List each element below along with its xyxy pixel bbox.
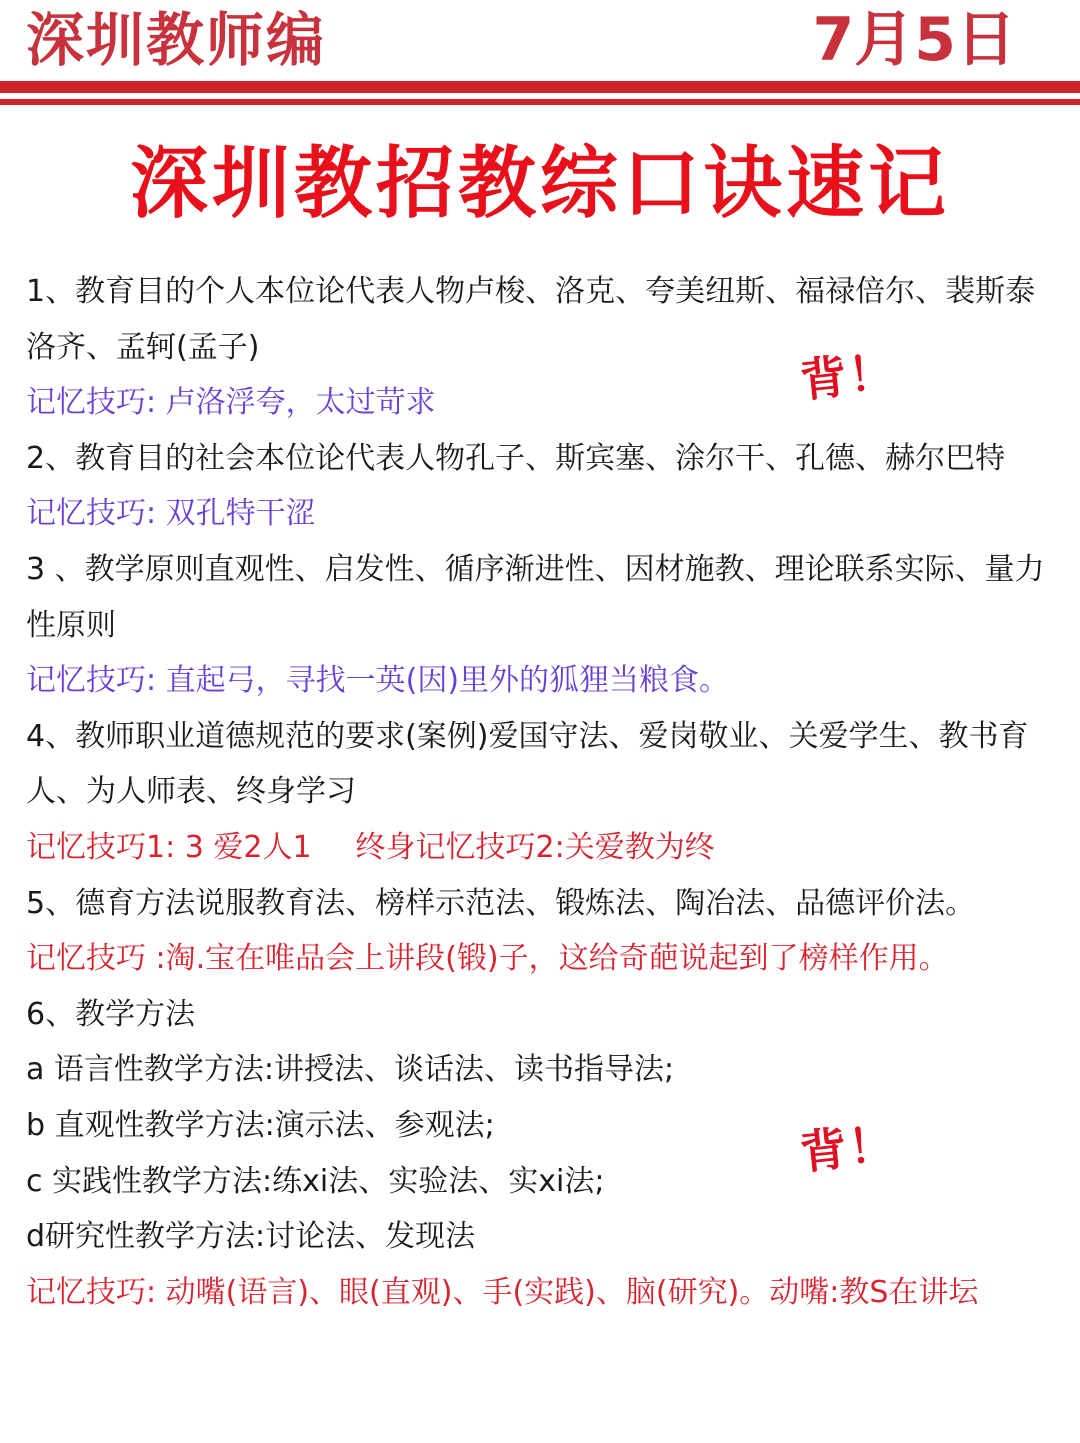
header-divider-thin <box>0 99 1080 105</box>
page-title: 深圳教招教综口诀速记 <box>129 139 950 229</box>
item-4-text: 4、教师职业道德规范的要求(案例)爱国守法、爱岗敬业、关爱学生、教书育人、为人师表、终身学习 <box>26 718 1029 810</box>
item-2-tip: 记忆技巧: 双孔特干涩 <box>26 496 316 532</box>
item-1-text: 1、教育目的个人本位论代表人物卢梭、洛克、夸美纽斯、福禄倍尔、裴斯泰洛齐、孟轲(孟子) <box>26 274 1036 365</box>
item-6-a: a 语言性教学方法:讲授法、谈话法、读书指导法; <box>26 1052 675 1088</box>
page-header <box>0 0 1080 80</box>
item-6-d: d研究性教学方法:讨论法、发现法 <box>26 1219 476 1255</box>
item-3-text: 3 、教学原则直观性、启发性、循序渐进性、因材施教、理论联系实际、量力性原则 <box>26 551 1045 643</box>
item-6-b: b 直观性教学方法:演示法、参观法; <box>26 1107 495 1143</box>
item-4-tip-2: 终身记忆技巧2:关爱教为终 <box>355 829 715 865</box>
item-4-tip-1: 记忆技巧1: 3 爱2人1 <box>26 829 312 865</box>
date-label: 7月5日 <box>812 5 1016 75</box>
memorize-stamp-1: 背！ <box>797 344 899 408</box>
header-divider-thick <box>0 81 1080 93</box>
mnemonic-list <box>26 264 1060 1320</box>
item-6-heading: 6、教学方法 <box>26 996 196 1032</box>
item-3-tip: 记忆技巧: 直起弓，寻找一英(因)里外的狐狸当粮食。 <box>26 663 730 699</box>
item-4-tips <box>26 820 1060 876</box>
brand-title: 深圳教师编 <box>26 6 327 74</box>
memorize-stamp-2: 背！ <box>797 1116 899 1180</box>
item-5-tip: 记忆技巧 :淘.宝在唯品会上讲段(锻)子，这给奇葩说起到了榜样作用。 <box>26 941 949 977</box>
item-1-tip: 记忆技巧: 卢洛浮夸，太过苛求 <box>26 385 436 421</box>
item-6-tip: 记忆技巧: 动嘴(语言)、眼(直观)、手(实践)、脑(研究)。动嘴:教S在讲坛 <box>26 1274 979 1310</box>
item-2-text: 2、教育目的社会本位论代表人物孔子、斯宾塞、涂尔干、孔德、赫尔巴特 <box>26 440 1006 476</box>
item-6-c: c 实践性教学方法:练xi法、实验法、实xi法; <box>26 1163 605 1199</box>
item-5-text: 5、德育方法说服教育法、榜样示范法、锻炼法、陶冶法、品德评价法。 <box>26 885 976 921</box>
